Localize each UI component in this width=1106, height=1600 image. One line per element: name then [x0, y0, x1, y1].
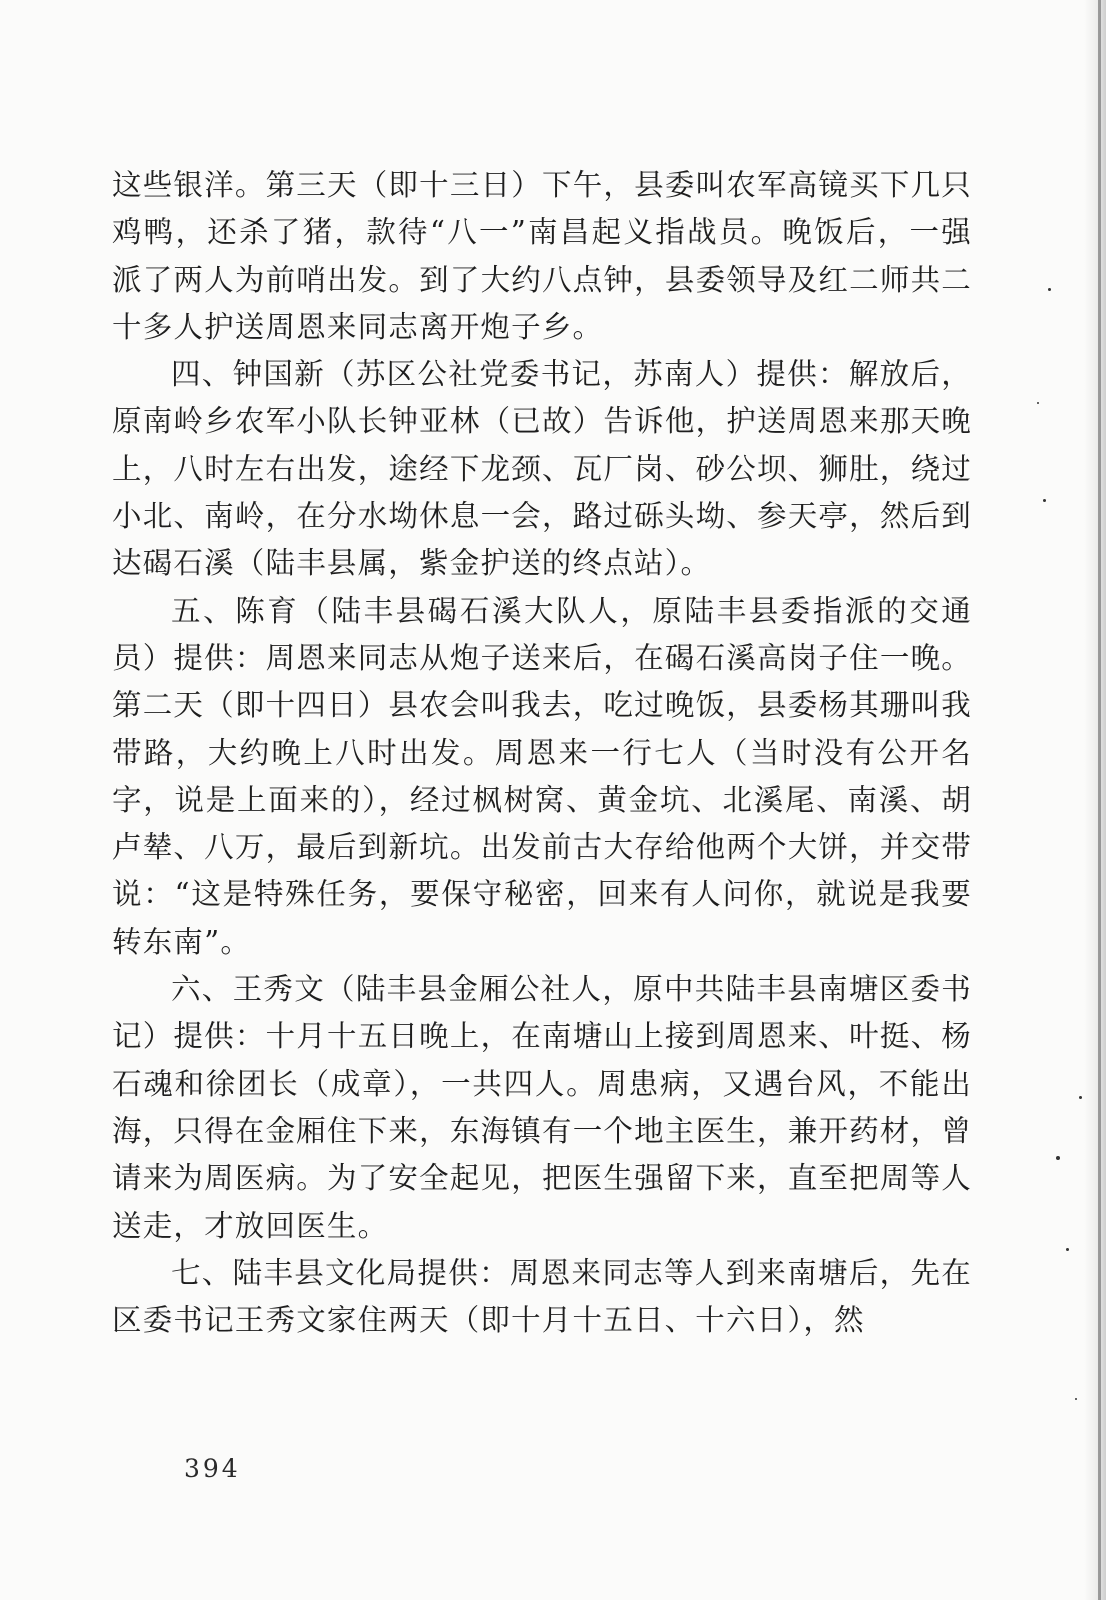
- paragraph-item-5: 五、陈育（陆丰县碣石溪大队人，原陆丰县委指派的交通员）提供：周恩来同志从炮子送来后，在碣石溪高岗子住一晚。第二天（即十四日）县农会叫我去，吃过晚饭，县委杨其珊叫我带路，大约晚上八时出发。周恩来一行七人（当时没有公开名字，说是上面来的），经过枫树窝、黄金坑、北溪尾、南溪、胡卢辇、八万，最后到新坑。出发前古大存给他两个大饼，并交带说：“这是特殊任务，要保守秘密，回来有人问你，就说是我要转东南”。: [112, 593, 972, 959]
- paragraph-item-6: 六、王秀文（陆丰县金厢公社人，原中共陆丰县南塘区委书记）提供：十月十五日晚上，在南塘山上接到周恩来、叶挺、杨石魂和徐团长（成章），一共四人。周患病，又遇台风，不能出海，只得在金厢住下来，东海镇有一个地主医生，兼开药材，曾请来为周医病。为了安全起见，把医生强留下来，直至把周等人送走，才放回医生。: [112, 972, 972, 1243]
- scan-speck: [1048, 288, 1051, 291]
- paragraph-item-4: 四、钟国新（苏区公社党委书记，苏南人）提供：解放后，原南岭乡农军小队长钟亚林（已故）告诉他，护送周恩来那天晚上，八时左右出发，途经下龙颈、瓦厂岗、砂公坝、狮肚，绕过小北、南岭，在分水坳休息一会，路过砾头坳、参天亭，然后到达碣石溪（陆丰县属，紫金护送的终点站）。: [112, 357, 972, 581]
- page-edge-shadow: [1084, 0, 1106, 1600]
- paragraph-item-7: 七、陆丰县文化局提供：周恩来同志等人到来南塘后，先在区委书记王秀文家住两天（即十月十五日、十六日），然: [112, 1255, 972, 1338]
- scan-speck: [1079, 1096, 1082, 1099]
- scan-speck: [1056, 1156, 1060, 1160]
- body-text: [112, 162, 972, 1344]
- paragraph-continuation: 这些银洋。第三天（即十三日）下午，县委叫农军高镜买下几只鸡鸭，还杀了猪，款待“八一”南昌起义指战员。晚饭后，一强派了两人为前哨出发。到了大约八点钟，县委领导及红二师共二十多人护送周恩来同志离开炮子乡。: [112, 168, 972, 344]
- scan-speck: [1043, 499, 1046, 502]
- scan-speck: [1066, 1248, 1069, 1251]
- scan-speck: [1075, 1398, 1077, 1400]
- page-edge-line: [1098, 0, 1101, 1600]
- page-number: 394: [184, 1454, 241, 1483]
- scan-speck: [1037, 402, 1039, 404]
